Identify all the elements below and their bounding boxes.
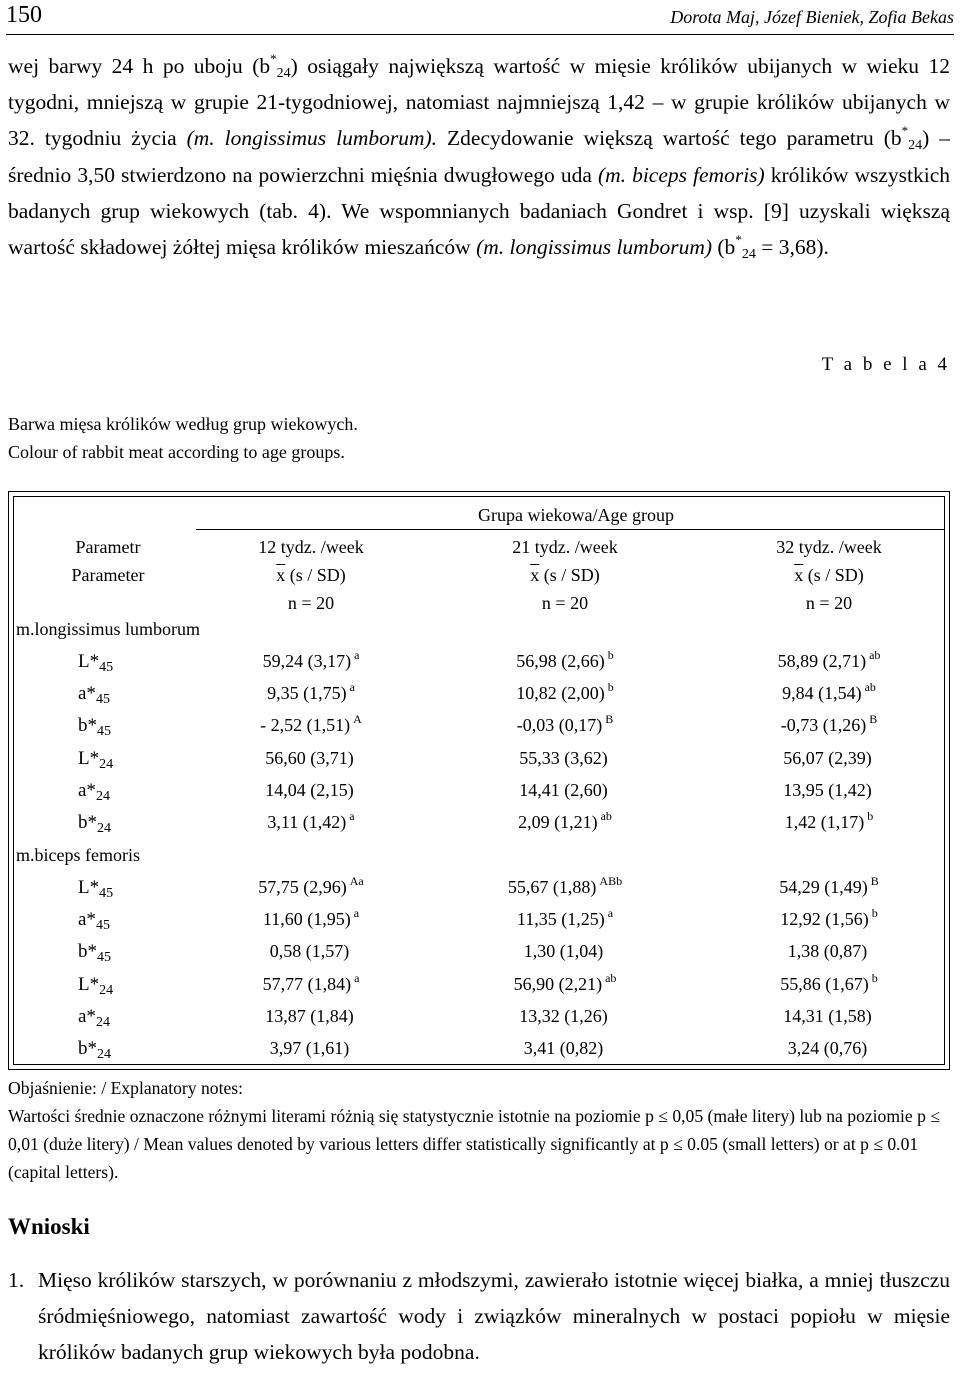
conclusion-number: 1.	[8, 1268, 25, 1292]
notes-title: Objaśnienie: / Explanatory notes:	[8, 1078, 244, 1098]
param-name: $b*_{45}$	[78, 715, 111, 740]
table-cell: 55,86 (1,67) $^b$	[780, 970, 878, 994]
table-cell: 57,77 (1,84) $^a$	[262, 970, 360, 994]
body-paragraph: wej barwy 24 h po uboju $(b^*_{24})$ osiągały największą wartość w mięsie królików ubijanych w wieku 12 tygodni, mniejszą w grupie 21-tygodniowej, natomiast najmniejszą 1,42 – w grupie królików ubijanych w 32. tygodniu życia (m. longissimus lumborum). Zdecydowanie większą wartość tego parametru $(b^*_{24})$ – średnio 3,50 stwierdzono na powierzchni mięśnia dwugłowego uda (m. biceps femoris) królików wszystkich badanych grup wiekowych (tab. 4). We wspomnianych badaniach Gondret i wsp. [9] uzyskali większą wartość składowej żółtej mięsa królików mieszańców (m. longissimus lumborum) $(b^*_{24} = 3,68)$.	[8, 51, 950, 263]
param-name: $L*_{24}$	[78, 973, 114, 998]
col-header-12: 12 tydz. /week $\overline{x}$ (s / SD) n = 20	[258, 537, 364, 613]
table-cell: 54,29 (1,49) $^B$	[779, 874, 879, 897]
group-header: Grupa wiekowa/Age group	[478, 505, 674, 525]
table-cell: 57,75 (2,96) $^{Aa}$	[258, 874, 364, 897]
table-cell: 1,38 (0,87)	[787, 941, 868, 962]
table-cell: 2,09 (1,21) $^{ab}$	[518, 809, 612, 832]
table-cell: 55,67 (1,88) $^{ABb}$	[507, 874, 623, 897]
table-row	[14, 905, 944, 937]
conclusion-item	[8, 1262, 950, 1371]
table-cell: 13,32 (1,26)	[519, 1005, 608, 1026]
table-row	[14, 808, 944, 840]
page-header	[6, 0, 954, 35]
table-number-label: T a b e l a 4	[821, 354, 950, 375]
table-cell: 13,95 (1,42)	[783, 779, 872, 800]
param-name: $a*_{24}$	[78, 779, 110, 804]
param-name: $a*_{45}$	[78, 683, 110, 708]
table-cell: 9,35 (1,75) $^a$	[267, 680, 355, 704]
param-name: $a*_{24}$	[78, 1005, 110, 1030]
table-cell: 11,60 (1,95) $^a$	[262, 906, 360, 930]
table-cell: 3,24 (0,76)	[787, 1038, 868, 1058]
table-cell: 56,90 (2,21) $^{ab}$	[513, 970, 617, 994]
table-cell: 14,04 (2,15)	[265, 779, 354, 800]
table-cell: 0,58 (1,57)	[269, 941, 350, 962]
col-header-21: 21 tydz. /week $\overline{x}$ (s / SD) n = 20	[512, 537, 618, 613]
table-cell: -0,03 (0,17) $^B$	[516, 712, 614, 736]
table-row	[14, 937, 944, 969]
table-caption	[8, 410, 358, 466]
table-row	[14, 1002, 944, 1034]
col-header-32: 32 tydz. /week $\overline{x}$ (s / SD) n = 20	[776, 537, 882, 613]
table-cell: 56,60 (3,71)	[265, 747, 354, 768]
table-row	[14, 679, 944, 711]
table-cell: 14,31 (1,58)	[783, 1005, 872, 1026]
header-divider	[196, 529, 944, 530]
table-row	[14, 1034, 944, 1066]
data-table-inner	[13, 496, 945, 1065]
table-cell: 56,07 (2,39)	[783, 747, 872, 768]
table-cell: 58,89 (2,71) $^{ab}$	[777, 648, 881, 671]
table-row	[14, 970, 944, 1002]
table-cell: 3,11 (1,42) $^a$	[267, 809, 355, 832]
data-table	[8, 491, 950, 1070]
table-cell: 10,82 (2,00) $^b$	[516, 680, 614, 704]
table-row	[14, 711, 944, 743]
table-cell: 3,97 (1,61)	[269, 1038, 350, 1058]
table-cell: 11,35 (1,25) $^a$	[516, 906, 614, 930]
table-cell: 59,24 (3,17) $^a$	[262, 648, 360, 671]
group-label: m.biceps femoris	[16, 845, 140, 865]
table-cell: - 2,52 (1,51) $^A$	[260, 712, 362, 736]
param-name: $b*_{24}$	[78, 1038, 111, 1062]
table-cell: 55,33 (3,62)	[519, 747, 608, 768]
caption-en: Colour of rabbit meat according to age groups.	[8, 442, 345, 462]
param-name: $b*_{45}$	[78, 941, 111, 966]
param-name: $a*_{45}$	[78, 909, 110, 934]
table-notes	[8, 1074, 950, 1186]
section-title: Wnioski	[8, 1214, 90, 1239]
table-cell: 1,30 (1,04)	[523, 941, 604, 962]
param-name: $L*_{24}$	[78, 747, 114, 772]
table-cell: 14,41 (2,60)	[519, 779, 608, 800]
caption-pl: Barwa mięsa królików według grup wiekowych.	[8, 414, 358, 434]
table-row	[14, 744, 944, 776]
conclusion-text: Mięso królików starszych, w porównaniu z młodszymi, zawierało istotnie więcej białka, a mniej tłuszczu śródmięśniowego, natomiast zawartość wody i związków mineralnych w postaci popiołu w mięsie królików badanych grup wiekowych była podobna.	[38, 1268, 950, 1365]
notes-text: Wartości średnie oznaczone różnymi literami różnią się statystycznie istotnie na poziomie p ≤ 0,05 (małe litery) lub na poziomie p ≤ 0,01 (duże litery) / Mean values denoted by various letters differ statistically significantly at p ≤ 0.05 (small letters) or at p ≤ 0.01 (capital letters).	[8, 1106, 940, 1182]
param-name: $b*_{24}$	[78, 812, 111, 836]
table-cell: 56,98 (2,66) $^b$	[516, 648, 614, 671]
table-row	[14, 647, 944, 679]
param-header: Parametr Parameter	[71, 537, 145, 585]
table-cell: 13,87 (1,84)	[265, 1005, 354, 1026]
param-name: $L*_{45}$	[78, 651, 114, 675]
group-label: m.longissimus lumborum	[16, 619, 201, 639]
table-cell: 12,92 (1,56) $^b$	[780, 906, 878, 930]
running-head-authors: Dorota Maj, Józef Bieniek, Zofia Bekas	[670, 7, 954, 27]
page-number: 150	[6, 2, 42, 28]
table-cell: 3,41 (0,82)	[523, 1038, 604, 1058]
table-row	[14, 873, 944, 905]
table-cell: -0,73 (1,26) $^B$	[780, 712, 878, 736]
table-cell: 9,84 (1,54) $^{ab}$	[782, 680, 876, 704]
table-row	[14, 776, 944, 808]
table-cell: 1,42 (1,17) $^b$	[784, 809, 874, 832]
param-name: $L*_{45}$	[78, 877, 114, 901]
